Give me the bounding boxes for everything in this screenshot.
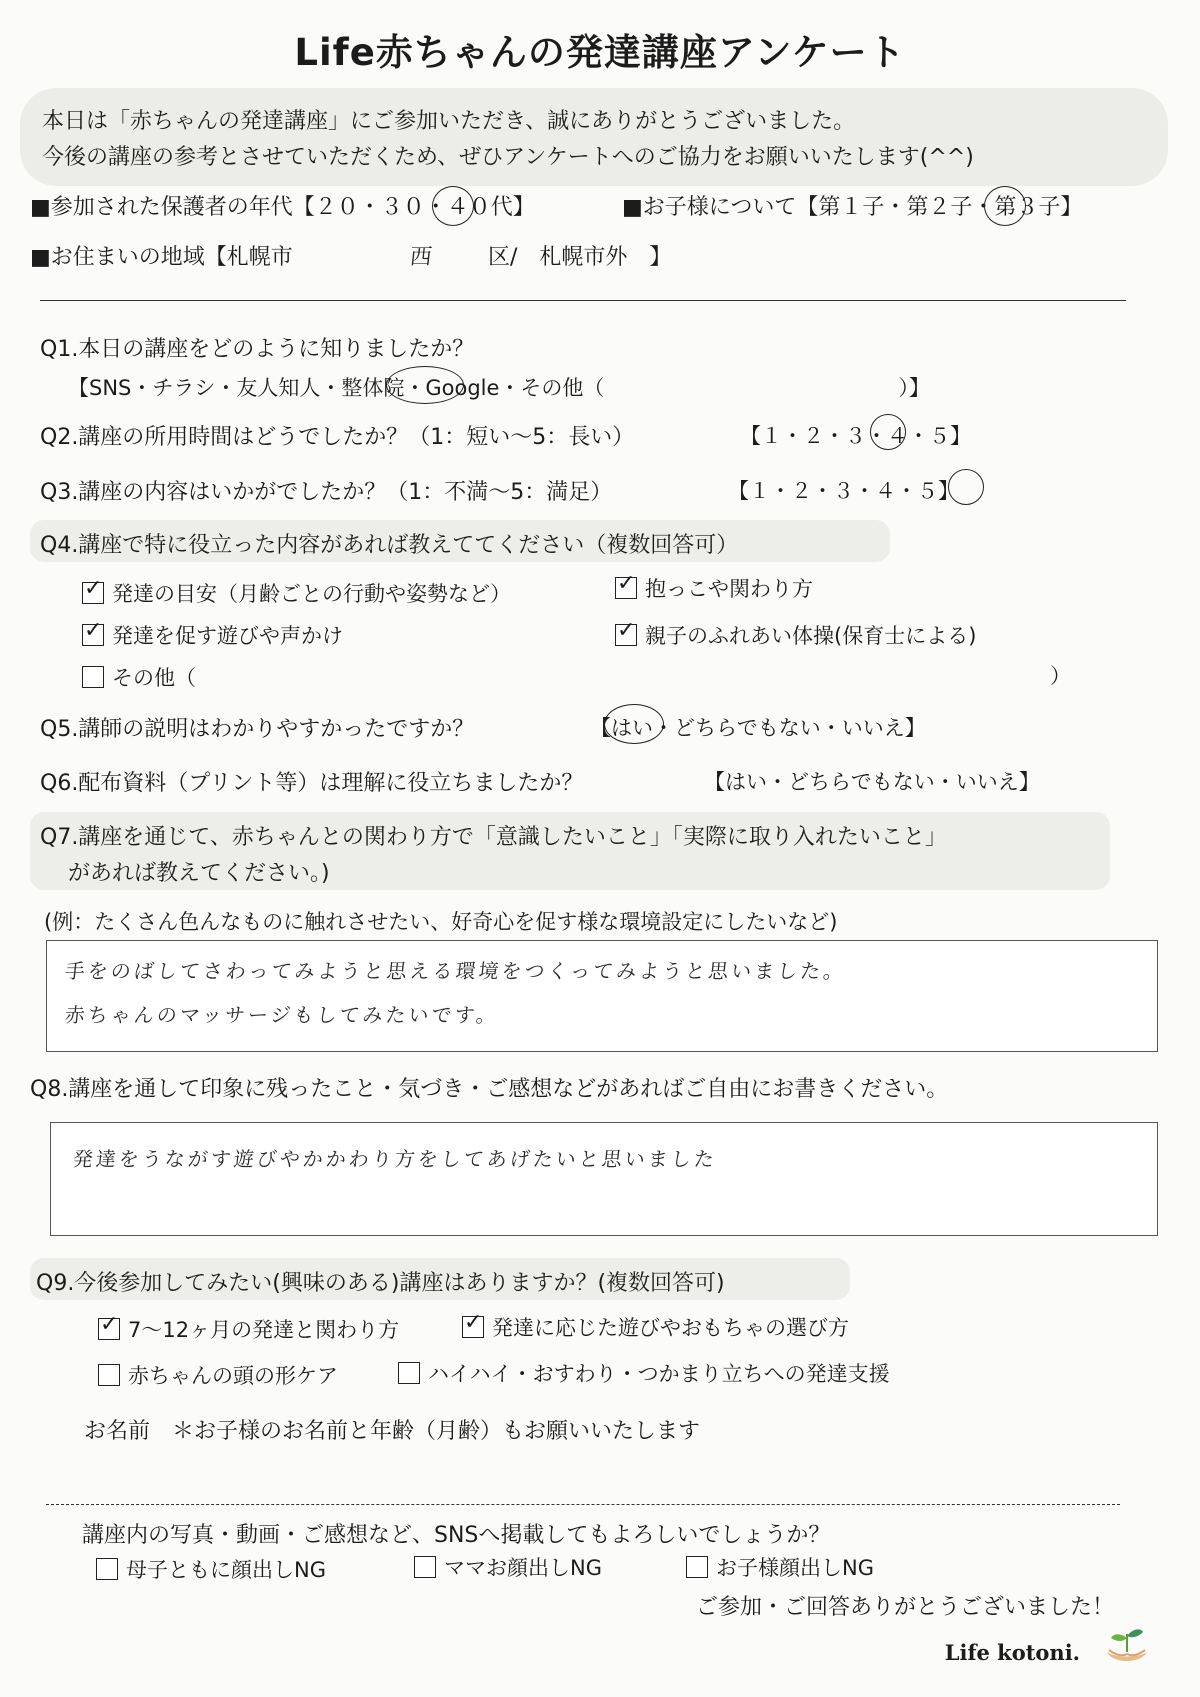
q4-option-holding[interactable]	[615, 573, 813, 603]
option-label: 赤ちゃんの頭の形ケア	[128, 1364, 338, 1388]
q7-example: (例：たくさん色んなものに触れさせたい、好奇心を促す様な環境設定にしたいなど)	[44, 910, 838, 934]
option-label: 抱っこや関わり方	[645, 577, 813, 601]
q3-5-circle-mark	[948, 469, 984, 505]
q4-option-other[interactable]	[82, 662, 196, 692]
area-suffix: 区/ 札幌市外 】	[488, 245, 672, 270]
q4-option-milestones[interactable]	[82, 578, 511, 608]
option-label: 母子ともに顔出しNG	[126, 1558, 326, 1582]
q5-question: Q5.講師の説明はわかりやすかったですか？	[40, 717, 475, 742]
option-label: ママお顔出しNG	[444, 1556, 602, 1580]
q8-answer: 発達をうながす遊びやかかわり方をしてあげたいと思いました	[71, 1147, 719, 1171]
q2-scale[interactable]: 【１・２・３・４・５】	[740, 424, 971, 448]
check-mark-icon: ✓	[617, 618, 636, 643]
area-handwritten-answer[interactable]: 西	[408, 245, 437, 270]
q9-option-head-shape[interactable]	[98, 1360, 338, 1390]
check-mark-icon: ✓	[84, 618, 103, 643]
q1-question: Q1.本日の講座をどのように知りましたか？	[40, 337, 475, 362]
q9-option-toys[interactable]	[462, 1312, 849, 1342]
page-title: Life赤ちゃんの発達講座アンケート	[294, 31, 906, 74]
q6-question: Q6.配布資料（プリント等）は理解に役立ちましたか？	[40, 771, 584, 796]
intro-line-2: 今後の講座の参考とさせていただくため、ぜひアンケートへのご協力をお願いいたします(^^)	[42, 145, 974, 170]
checkbox[interactable]	[615, 571, 637, 599]
sns-option-mama-ng[interactable]	[414, 1552, 602, 1582]
brand-name: Life kotoni.	[944, 1640, 1080, 1665]
q9-question: Q9.今後参加してみたい(興味のある)講座はありますか？(複数回答可)	[36, 1271, 725, 1296]
section-divider	[40, 300, 1126, 301]
q6-options[interactable]: 【はい・どちらでもない・いいえ】	[704, 770, 1040, 794]
option-label: その他（	[112, 666, 196, 690]
checkbox[interactable]	[98, 1312, 120, 1340]
checkbox[interactable]	[98, 1364, 120, 1386]
q9-option-7-12-months[interactable]	[98, 1314, 399, 1344]
sns-question: 講座内の写真・動画・ご感想など、SNSへ掲載してもよろしいでしょうか？	[82, 1523, 831, 1548]
checkbox[interactable]	[398, 1362, 420, 1384]
q7-answer-box[interactable]	[46, 940, 1158, 1052]
intro-line-1: 本日は「赤ちゃんの発達講座」にご参加いただき、誠にありがとうございました。	[42, 109, 856, 134]
q3-scale[interactable]: 【１・２・３・４・５】	[728, 479, 959, 503]
checkbox[interactable]	[82, 666, 104, 688]
option-label: 発達を促す遊びや声かけ	[112, 624, 343, 648]
checkbox[interactable]	[686, 1556, 708, 1578]
name-field-label[interactable]: お名前 ＊お子様のお名前と年齢（月齢）もお願いいたします	[84, 1419, 701, 1444]
checkbox[interactable]	[414, 1556, 436, 1578]
checkbox[interactable]	[82, 618, 104, 646]
q4-option-exercise[interactable]	[615, 620, 976, 650]
sprout-hands-logo-icon	[1103, 1622, 1151, 1670]
q1-seitaiin-circle-mark	[386, 366, 464, 404]
q4-question: Q4.講座で特に役立った内容があれば教えててください（複数回答可）	[40, 533, 739, 558]
q1-options[interactable]: 【SNS・チラシ・友人知人・整体院・Google・その他（ ）】	[68, 376, 930, 400]
q4-option-play[interactable]	[82, 620, 343, 650]
checkbox[interactable]	[82, 576, 104, 604]
parent-age-field[interactable]: ■参加された保護者の年代【２０・３０・４０代】	[30, 195, 535, 220]
option-label: 発達の目安（月齢ごとの行動や姿勢など）	[112, 582, 511, 606]
q2-3-circle-mark	[870, 414, 906, 450]
q5-options[interactable]: 【はい・どちらでもない・いいえ】	[590, 716, 926, 740]
checkbox[interactable]	[615, 618, 637, 646]
check-mark-icon: ✓	[100, 1312, 119, 1337]
q2-question: Q2.講座の所用時間はどうでしたか？（1：短い〜5：長い）	[40, 425, 635, 450]
q5-yes-circle-mark	[604, 704, 664, 744]
option-label: 発達に応じた遊びやおもちゃの選び方	[492, 1316, 849, 1340]
checkbox[interactable]	[96, 1558, 118, 1580]
sns-option-child-ng[interactable]	[686, 1552, 874, 1582]
q4-other-close: ）	[1050, 664, 1071, 688]
intro-panel	[20, 88, 1168, 186]
child-2-circle-mark	[984, 186, 1026, 226]
q9-option-crawling[interactable]	[398, 1358, 890, 1388]
q8-answer-box[interactable]	[50, 1122, 1158, 1236]
sns-option-both-ng[interactable]	[96, 1554, 326, 1584]
dashed-divider	[46, 1504, 1120, 1505]
q8-question: Q8.講座を通して印象に残ったこと・気づき・ご感想などがあればご自由にお書きください。	[30, 1077, 949, 1102]
q7-answer-line-2: 赤ちゃんのマッサージもしてみたいです。	[63, 1003, 501, 1027]
check-mark-icon: ✓	[617, 571, 636, 596]
age-30-circle-mark	[432, 186, 474, 226]
option-label: 親子のふれあい体操(保育士による)	[645, 624, 977, 648]
q7-answer-line-1: 手をのばしてさわってみようと思える環境をつくってみようと思いました。	[63, 959, 848, 983]
q7-question-line-2: があれば教えてください。)	[68, 861, 330, 886]
checkbox[interactable]	[462, 1310, 484, 1338]
area-label: ■お住まいの地域【札幌市	[30, 245, 293, 270]
check-mark-icon: ✓	[84, 576, 103, 601]
option-label: お子様顔出しNG	[716, 1556, 874, 1580]
thanks-message: ご参加・ご回答ありがとうございました！	[696, 1595, 1115, 1620]
check-mark-icon: ✓	[464, 1310, 483, 1335]
option-label: 7〜12ヶ月の発達と関わり方	[128, 1318, 400, 1342]
option-label: ハイハイ・おすわり・つかまり立ちへの発達支援	[428, 1362, 890, 1386]
child-order-field[interactable]: ■お子様について【第１子・第２子・第３子】	[622, 195, 1083, 220]
q7-question-line-1: Q7.講座を通じて、赤ちゃんとの関わり方で「意識したいこと」「実際に取り入れたいこと」	[40, 825, 947, 850]
q3-question: Q3.講座の内容はいかがでしたか？（1：不満〜5：満足）	[40, 480, 613, 505]
